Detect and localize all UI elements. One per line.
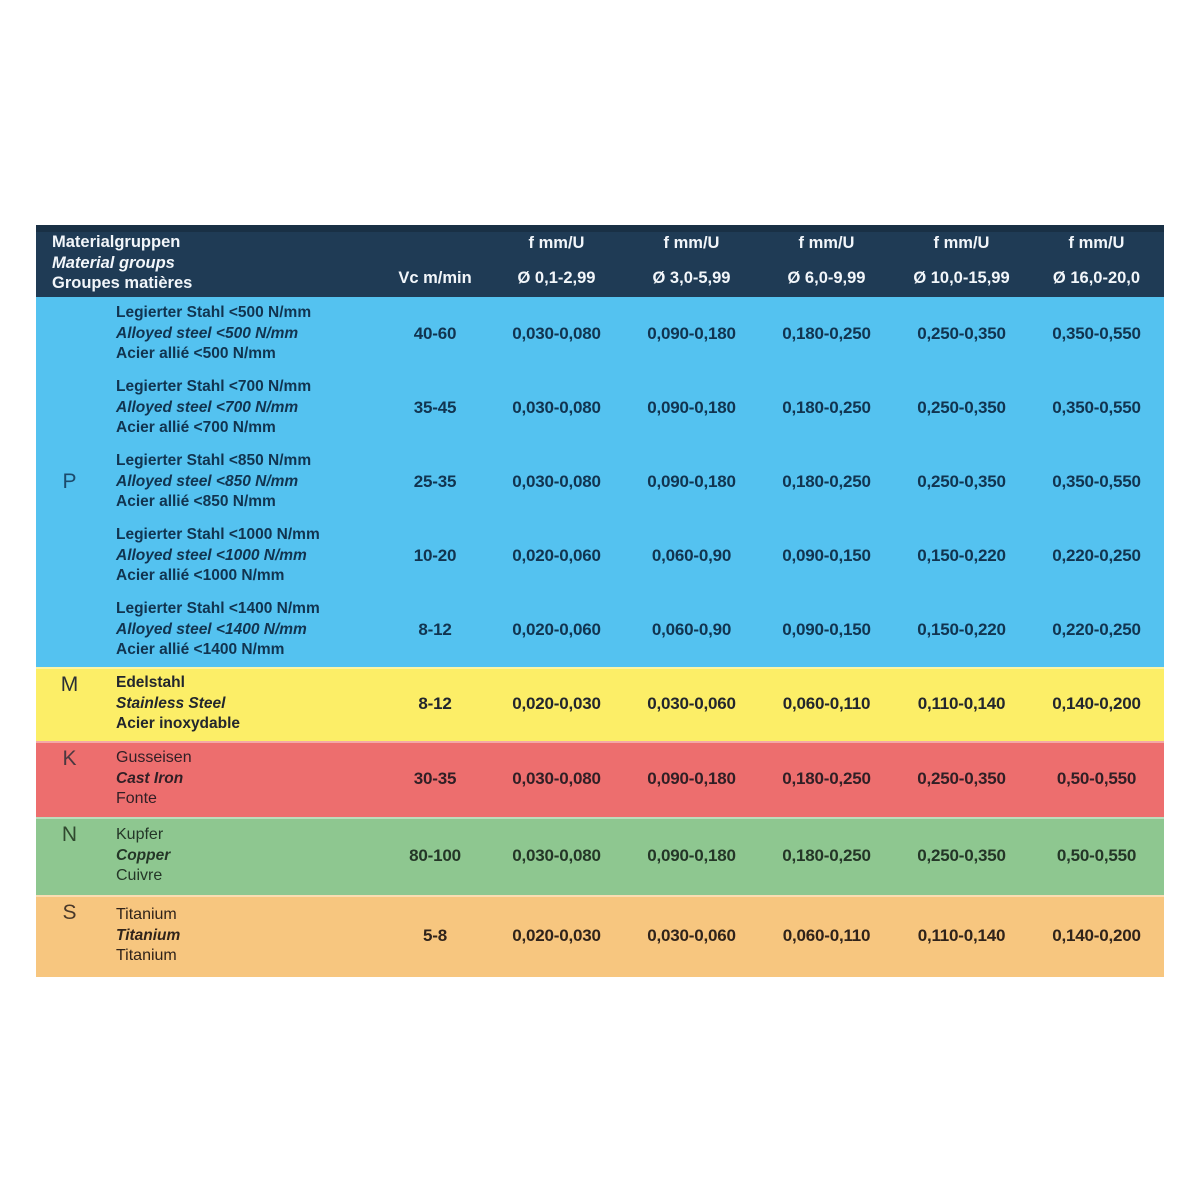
feed-value: 0,250-0,350 — [917, 846, 1006, 865]
feed-value: 0,030-0,060 — [647, 926, 736, 945]
feed-value: 0,150-0,220 — [917, 620, 1006, 639]
material-cell — [116, 297, 381, 371]
material-name-fr: Fonte — [116, 790, 157, 808]
material-section-s — [36, 895, 1164, 977]
feed-value: 0,250-0,350 — [917, 472, 1006, 491]
material-name-de: Legierter Stahl <1400 N/mm — [116, 600, 320, 618]
group-letter-cell — [36, 895, 116, 977]
feed-value: 0,090-0,180 — [647, 846, 736, 865]
group-letter-n: N — [61, 823, 78, 846]
feed-value: 0,150-0,220 — [917, 546, 1006, 565]
feed-value: 0,060-0,90 — [651, 546, 732, 565]
header-title-fr: Groupes matières — [52, 274, 193, 292]
feed-value: 0,090-0,180 — [647, 769, 736, 788]
feed-value: 0,250-0,350 — [917, 398, 1006, 417]
feed-value: 0,180-0,250 — [782, 769, 871, 788]
header-title-en: Material groups — [52, 253, 175, 272]
material-name-fr: Acier allié <1000 N/mm — [116, 567, 285, 585]
material-name-en: Alloyed steel <1000 N/mm — [116, 546, 307, 564]
material-cell — [116, 817, 381, 895]
cutting-speed-value: 40-60 — [413, 324, 457, 343]
material-name-en: Alloyed steel <1400 N/mm — [116, 620, 307, 638]
material-cell — [116, 371, 381, 445]
feed-value: 0,090-0,180 — [647, 398, 736, 417]
table-row — [116, 741, 1164, 817]
material-name-de: Kupfer — [116, 826, 164, 844]
cutting-speed-value: 10-20 — [413, 546, 457, 565]
table-row — [116, 519, 1164, 593]
feed-value: 0,030-0,080 — [512, 324, 601, 343]
group-letter-cell — [36, 667, 116, 741]
feed-unit-label: f mm/U — [663, 234, 720, 252]
feed-value: 0,250-0,350 — [917, 769, 1006, 788]
material-name-de: Legierter Stahl <850 N/mm — [116, 452, 312, 470]
material-section-n — [36, 817, 1164, 895]
feed-value: 0,060-0,90 — [651, 620, 732, 639]
material-groups-header — [36, 225, 381, 297]
material-cell — [116, 741, 381, 817]
feed-value: 0,50-0,550 — [1056, 846, 1137, 865]
feed-column-header-5 — [1029, 225, 1164, 297]
table-row — [116, 895, 1164, 977]
material-name-fr: Acier allié <500 N/mm — [116, 345, 276, 363]
feed-column-header-3 — [759, 225, 894, 297]
table-row — [116, 371, 1164, 445]
header-title-de: Materialgruppen — [52, 233, 181, 251]
feed-unit-label: f mm/U — [798, 234, 855, 252]
material-name-fr: Acier allié <700 N/mm — [116, 419, 276, 437]
feed-value: 0,250-0,350 — [917, 324, 1006, 343]
cutting-speed-value: 8-12 — [418, 620, 452, 639]
cutting-speed-value: 5-8 — [423, 926, 447, 945]
diameter-range-label: Ø 6,0-9,99 — [787, 269, 866, 287]
feed-value: 0,030-0,080 — [512, 769, 601, 788]
table-row — [116, 445, 1164, 519]
material-name-fr: Acier allié <850 N/mm — [116, 493, 276, 511]
feed-value: 0,060-0,110 — [782, 694, 871, 713]
table-row — [116, 817, 1164, 895]
feed-unit-label: f mm/U — [528, 234, 585, 252]
feed-value: 0,090-0,180 — [647, 324, 736, 343]
feed-unit-label: f mm/U — [1068, 234, 1125, 252]
feed-value: 0,140-0,200 — [1052, 926, 1141, 945]
feed-value: 0,180-0,250 — [782, 324, 871, 343]
vc-column-header: Vc m/min — [398, 269, 472, 287]
table-row — [116, 667, 1164, 741]
feed-value: 0,110-0,140 — [917, 926, 1006, 945]
feed-value: 0,110-0,140 — [917, 694, 1006, 713]
diameter-range-label: Ø 3,0-5,99 — [652, 269, 731, 287]
material-name-fr: Cuivre — [116, 867, 163, 885]
diameter-range-label: Ø 16,0-20,0 — [1052, 269, 1141, 287]
feed-value: 0,030-0,080 — [512, 398, 601, 417]
feed-value: 0,220-0,250 — [1052, 546, 1141, 565]
material-name-en: Cast Iron — [116, 769, 184, 787]
feed-value: 0,140-0,200 — [1052, 694, 1141, 713]
feed-value: 0,350-0,550 — [1052, 472, 1141, 491]
feed-value: 0,060-0,110 — [782, 926, 871, 945]
material-name-de: Titanium — [116, 906, 177, 924]
material-name-en: Alloyed steel <700 N/mm — [116, 398, 299, 416]
feed-value: 0,020-0,030 — [512, 694, 601, 713]
material-cell — [116, 445, 381, 519]
cutting-speed-value: 30-35 — [413, 769, 457, 788]
material-cell — [116, 667, 381, 741]
feed-rate-table — [36, 225, 1164, 977]
feed-value: 0,350-0,550 — [1052, 398, 1141, 417]
material-name-de: Legierter Stahl <700 N/mm — [116, 378, 312, 396]
table-row — [116, 297, 1164, 371]
material-section-k — [36, 741, 1164, 817]
material-cell — [116, 519, 381, 593]
feed-value: 0,090-0,180 — [647, 472, 736, 491]
feed-value: 0,50-0,550 — [1056, 769, 1137, 788]
material-name-en: Alloyed steel <500 N/mm — [116, 324, 299, 342]
cutting-speed-value: 80-100 — [409, 846, 461, 865]
feed-column-header-1 — [489, 225, 624, 297]
cutting-speed-value: 35-45 — [413, 398, 457, 417]
material-name-fr: Acier inoxydable — [116, 715, 241, 733]
diameter-range-label: Ø 0,1-2,99 — [517, 269, 596, 287]
feed-column-header-4 — [894, 225, 1029, 297]
material-name-en: Titanium — [116, 926, 181, 944]
material-cell — [116, 895, 381, 977]
material-name-de: Edelstahl — [116, 674, 185, 692]
feed-value: 0,350-0,550 — [1052, 324, 1141, 343]
feed-value: 0,030-0,060 — [647, 694, 736, 713]
material-name-fr: Titanium — [116, 947, 177, 965]
feed-value: 0,180-0,250 — [782, 472, 871, 491]
table-header — [36, 225, 1164, 297]
feed-value: 0,180-0,250 — [782, 846, 871, 865]
group-letter-m: M — [60, 673, 79, 696]
material-section-m — [36, 667, 1164, 741]
group-letter-cell — [36, 817, 116, 895]
material-name-fr: Acier allié <1400 N/mm — [116, 641, 285, 659]
material-name-en: Alloyed steel <850 N/mm — [116, 472, 299, 490]
feed-value: 0,180-0,250 — [782, 398, 871, 417]
table-row — [116, 593, 1164, 667]
group-letter-s: S — [62, 901, 77, 924]
feed-value: 0,090-0,150 — [782, 620, 871, 639]
material-name-de: Gusseisen — [116, 749, 192, 767]
material-cell — [116, 593, 381, 667]
feed-value: 0,030-0,080 — [512, 472, 601, 491]
material-section-p — [36, 297, 1164, 667]
feed-value: 0,030-0,080 — [512, 846, 601, 865]
material-name-en: Stainless Steel — [116, 694, 226, 712]
feed-value: 0,020-0,030 — [512, 926, 601, 945]
feed-value: 0,090-0,150 — [782, 546, 871, 565]
group-letter-cell — [36, 297, 116, 667]
cutting-speed-value: 25-35 — [413, 472, 457, 491]
feed-value: 0,020-0,060 — [512, 546, 601, 565]
material-name-de: Legierter Stahl <500 N/mm — [116, 304, 312, 322]
group-letter-cell — [36, 741, 116, 817]
diameter-range-label: Ø 10,0-15,99 — [913, 269, 1010, 287]
group-letter-p: P — [62, 469, 77, 493]
feed-value: 0,020-0,060 — [512, 620, 601, 639]
group-letter-k: K — [62, 747, 77, 770]
material-name-de: Legierter Stahl <1000 N/mm — [116, 526, 320, 544]
material-name-en: Copper — [116, 846, 171, 864]
feed-column-header-2 — [624, 225, 759, 297]
feed-value: 0,220-0,250 — [1052, 620, 1141, 639]
feed-unit-label: f mm/U — [933, 234, 990, 252]
cutting-speed-value: 8-12 — [418, 694, 452, 713]
